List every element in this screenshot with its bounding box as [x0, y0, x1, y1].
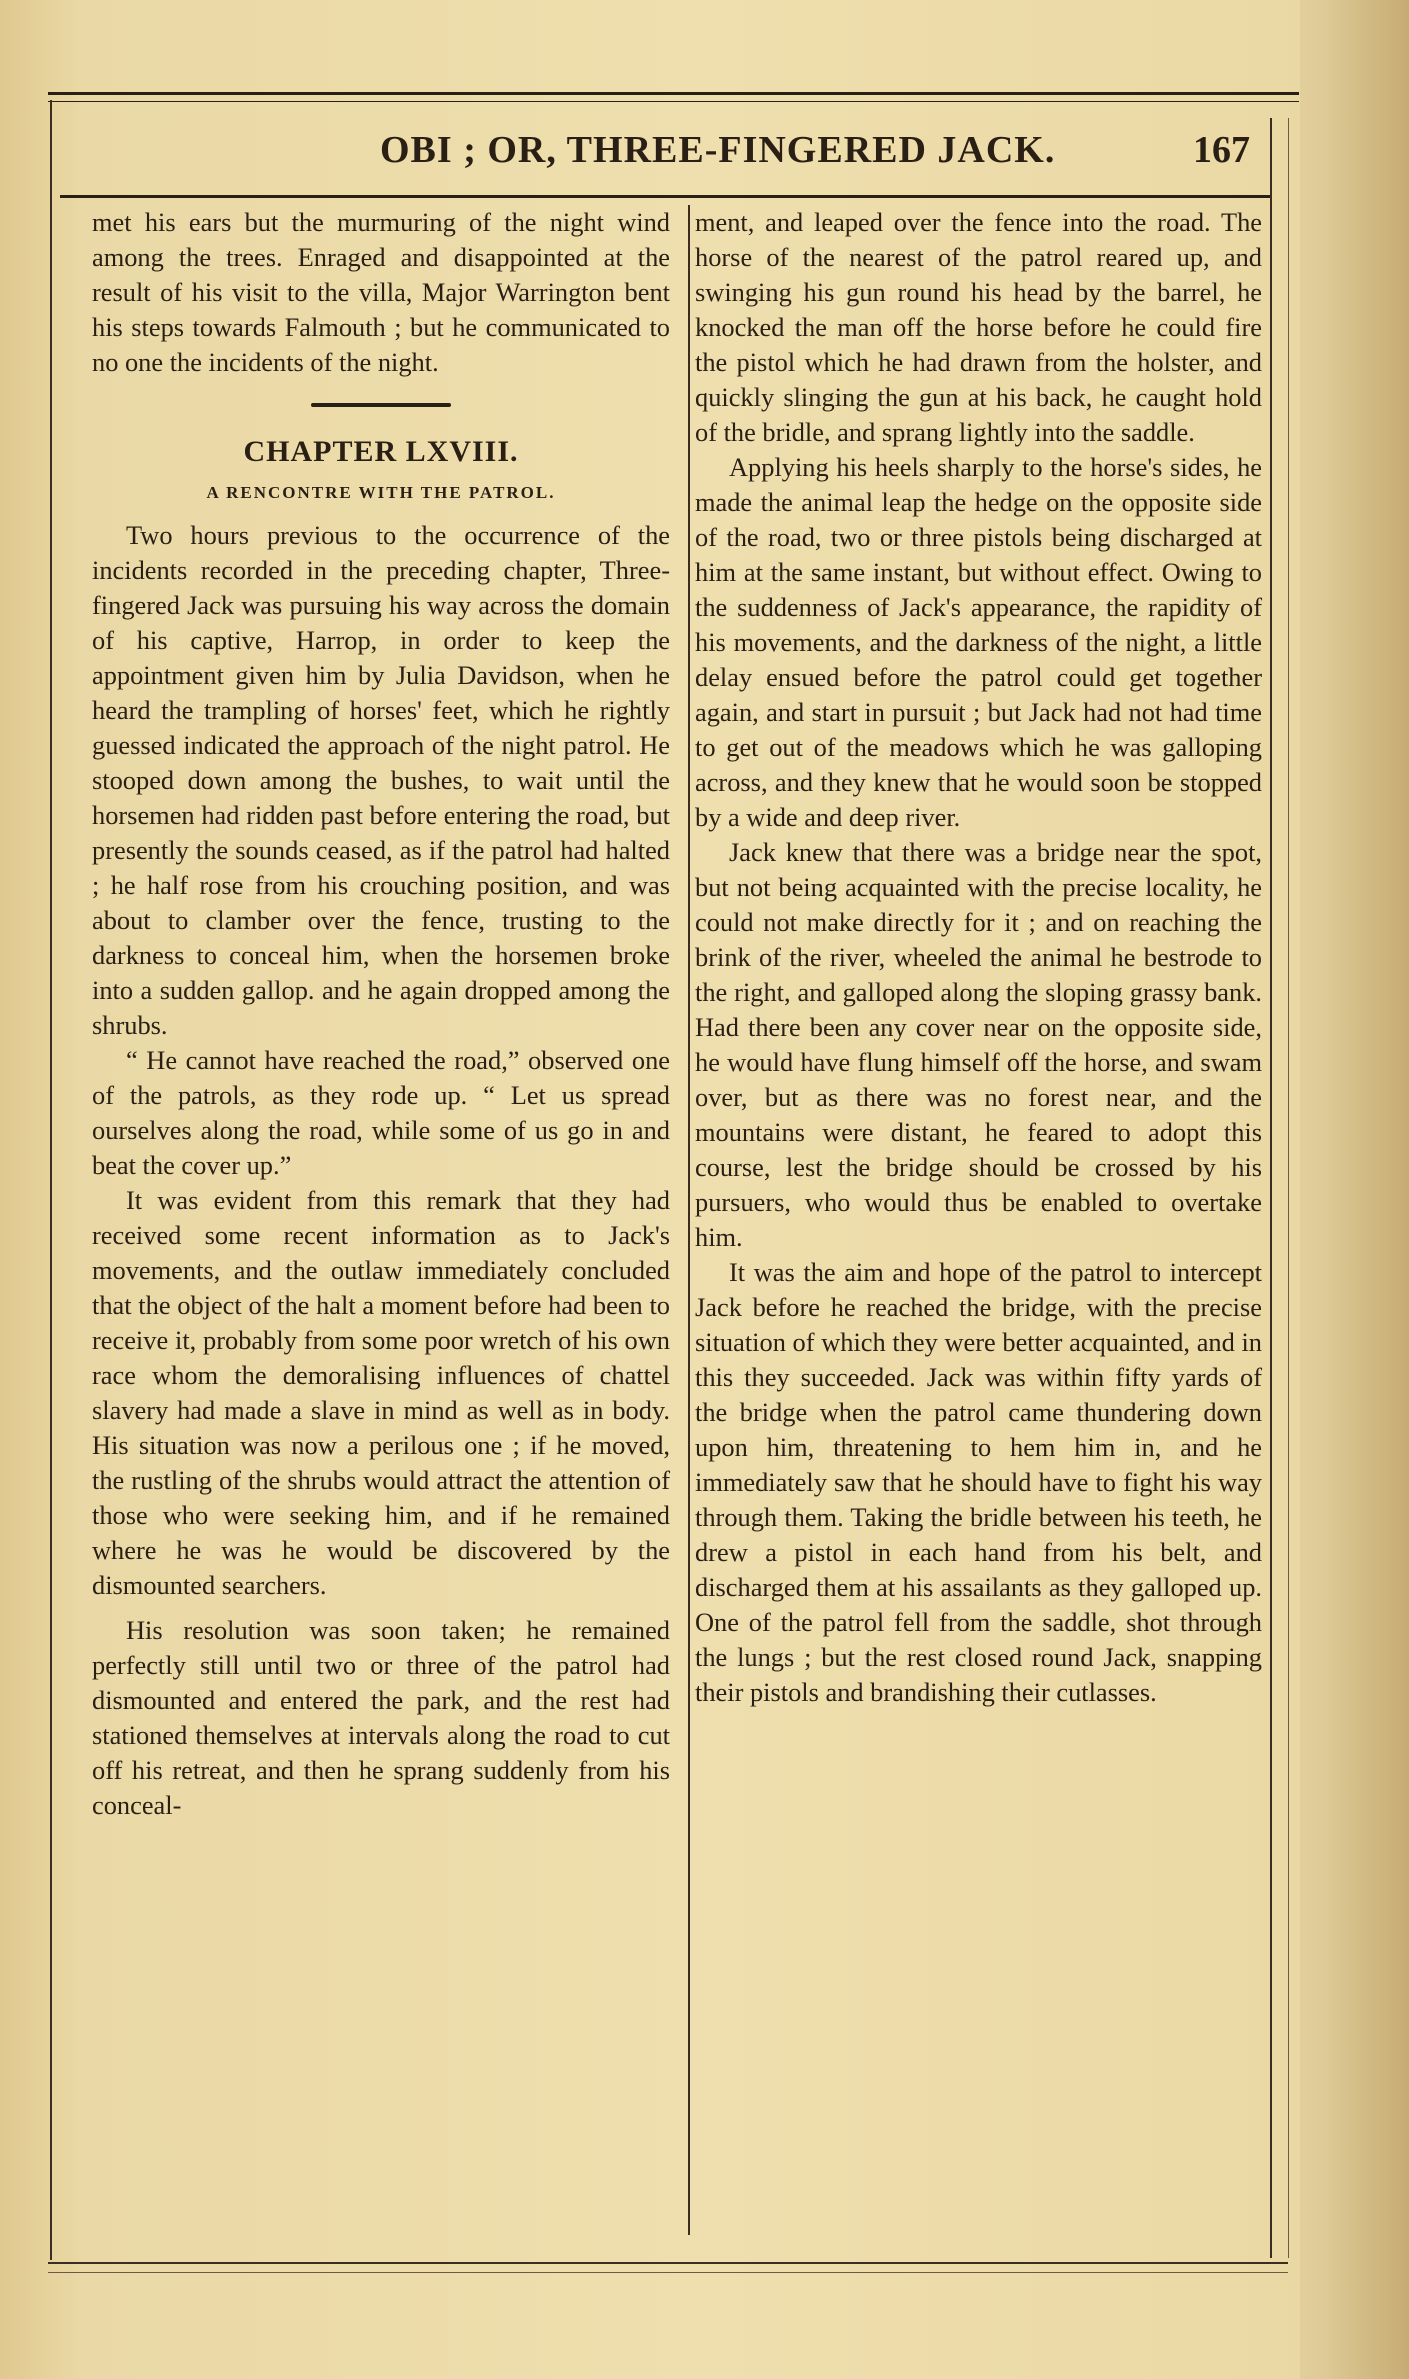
- left-paragraph-5: His resolution was soon taken; he remained perfectly still until two or three of the patrol had dismounted and entered the park, and the rest had stationed themselves at intervals along the road to cut off his retreat, and then he sprang suddenly from his conceal-: [92, 1615, 670, 1820]
- right-frame-line: [1270, 118, 1272, 2258]
- page-header: [60, 128, 1260, 188]
- right-frame-line-thin: [1288, 118, 1289, 2258]
- left-paragraph-4: It was evident from this remark that they had received some recent information as to Jack's movements, and the outlaw immediately concluded that the object of the halt a moment before had been to receive it, probably from some poor wretch of his own race whom the demoralising influences of chattel slavery had made a slave in mind as well as in body. His situation was now a perilous one ; if he moved, the rustling of the shrubs would attract the attention of those who were seeking him, and if he remained where he was he would be discovered by the dismounted searchers.: [92, 1185, 670, 1600]
- section-ornament: [311, 402, 451, 408]
- chapter-subtitle: A RENCONTRE WITH THE PATROL.: [206, 483, 556, 502]
- left-paragraph-1: met his ears but the murmuring of the night wind among the trees. Enraged and disappointed at the result of his visit to the villa, Major Warrington bent his steps towards Falmouth ; but he communicated to no one the incidents of the night.: [92, 207, 670, 377]
- left-paragraph-3: “ He cannot have reached the road,” observed one of the patrols, as they rode up. “ Let us spread ourselves along the road, while some of us go in and beat the cover up.”: [92, 1045, 670, 1180]
- column-divider: [688, 205, 690, 2235]
- page-edge-shadow: [1300, 0, 1409, 2379]
- left-paragraph-2: Two hours previous to the occurrence of the incidents recorded in the preceding chapter, Three-fingered Jack was pursuing his way across the domain of his captive, Harrop, in order to keep the appointment given him by Julia Davidson, when he heard the trampling of horses' feet, which he rightly guessed indicated the approach of the night patrol. He stooped down among the bushes, to wait until the horsemen had ridden past before entering the road, but presently the sounds ceased, as if the patrol had halted ; he half rose from his crouching position, and was about to clamber over the fence, trusting to the darkness to conceal him, when the horsemen broke into a sudden gallop. and he again dropped among the shrubs.: [92, 520, 670, 1040]
- right-column: [695, 205, 1262, 1710]
- right-paragraph-2: Applying his heels sharply to the horse's sides, he made the animal leap the hedge on the opposite side of the road, two or three pistols being discharged at him at the same instant, but without effect. Owing to the suddenness of Jack's appearance, the rapidity of his movements, and the darkness of the night, a little delay ensued before the patrol could get together again, and start in pursuit ; but Jack had not had time to get out of the meadows which he was galloping across, and they knew that he would soon be stopped by a wide and deep river.: [695, 452, 1262, 832]
- left-column: [92, 205, 670, 1823]
- top-rule-thin: [48, 101, 1299, 102]
- chapter-heading: CHAPTER LXVIII.: [243, 435, 519, 468]
- right-paragraph-3: Jack knew that there was a bridge near the spot, but not being acquainted with the precise locality, he could not make directly for it ; and on reaching the brink of the river, wheeled the animal he bestrode to the right, and galloped along the sloping grassy bank. Had there been any cover near on the opposite side, he would have flung himself off the horse, and swam over, but as there was no forest near, and the mountains were distant, he feared to adopt this course, lest the bridge should be crossed by his pursuers, who would thus be enabled to overtake him.: [695, 837, 1262, 1252]
- right-paragraph-4: It was the aim and hope of the patrol to intercept Jack before he reached the bridge, with the precise situation of which they were better acquainted, and in this they succeeded. Jack was within fifty yards of the bridge when the patrol came thundering down upon him, threatening to hem him in, and he immediately saw that he should have to fight his way through them. Taking the bridle between his teeth, he drew a pistol in each hand from his belt, and discharged them at his assailants as they galloped up. One of the patrol fell from the saddle, shot through the lungs ; but the rest closed round Jack, snapping their pistols and brandishing their cutlasses.: [695, 1257, 1262, 1707]
- left-frame-line: [50, 100, 52, 2260]
- right-paragraph-1: ment, and leaped over the fence into the road. The horse of the nearest of the patrol reared up, and swinging his gun round his head by the barrel, he knocked the man off the horse before he could fire the pistol which he had drawn from the holster, and quickly slinging the gun at his back, he caught hold of the bridle, and sprang lightly into the saddle.: [695, 207, 1262, 447]
- footer-rule-thin: [48, 2272, 1288, 2273]
- header-rule: [60, 195, 1270, 198]
- page-number: 167: [1193, 129, 1250, 171]
- top-rule: [48, 92, 1299, 95]
- running-title: OBI ; OR, THREE-FINGERED JACK.: [380, 129, 1056, 171]
- footer-rule: [48, 2262, 1288, 2264]
